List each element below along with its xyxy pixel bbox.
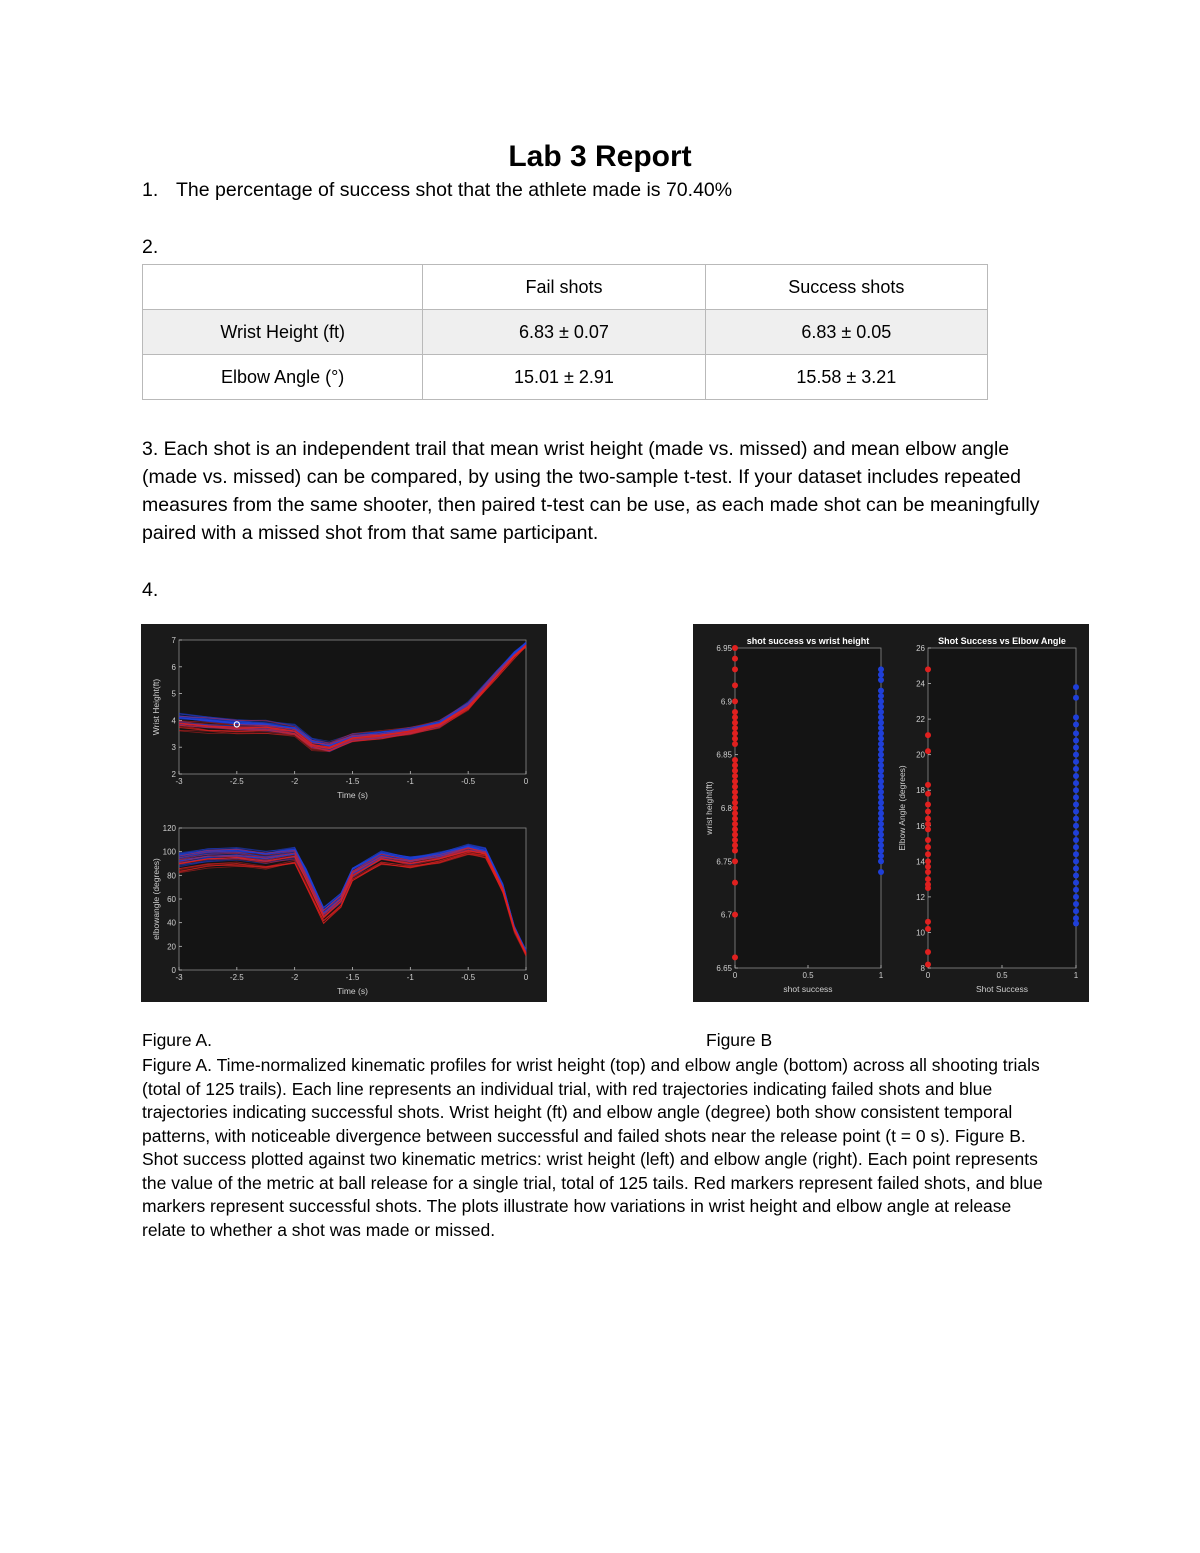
success-marker — [878, 778, 884, 784]
success-marker — [878, 714, 884, 720]
failed-marker — [925, 919, 931, 925]
table-header-cell — [143, 265, 423, 310]
plot-area — [179, 640, 526, 774]
y-tick-label: 6.85 — [716, 750, 732, 760]
failed-marker — [732, 912, 738, 918]
success-marker — [1073, 745, 1079, 751]
failed-marker — [732, 645, 738, 651]
success-marker — [878, 752, 884, 758]
y-tick-label: 6 — [171, 662, 176, 672]
success-marker — [878, 826, 884, 832]
y-tick-label: 6.75 — [716, 857, 732, 867]
success-marker — [1073, 752, 1079, 758]
failed-marker — [732, 741, 738, 747]
success-marker — [1073, 794, 1079, 800]
failed-marker — [925, 837, 931, 843]
x-tick-label: -0.5 — [461, 777, 476, 786]
failed-marker — [925, 809, 931, 815]
figure-a — [141, 624, 547, 1002]
failed-marker — [925, 876, 931, 882]
success-marker — [878, 842, 884, 848]
failed-marker — [732, 656, 738, 662]
chart-title: Shot Success vs Elbow Angle — [938, 636, 1066, 646]
y-tick-label: 0 — [171, 966, 176, 975]
success-marker — [878, 746, 884, 752]
x-tick-label: -2 — [291, 777, 299, 786]
success-marker — [878, 762, 884, 768]
success-marker — [1073, 801, 1079, 807]
question-1-number: 1. — [142, 179, 159, 201]
failed-marker — [925, 961, 931, 967]
success-marker — [878, 773, 884, 779]
success-marker — [878, 837, 884, 843]
success-marker — [1073, 915, 1079, 921]
success-marker — [878, 741, 884, 747]
failed-marker — [925, 949, 931, 955]
question-1-text: The percentage of success shot that the athlete made is 70.40% — [176, 179, 733, 201]
success-marker — [878, 869, 884, 875]
success-marker — [1073, 787, 1079, 793]
success-marker — [878, 768, 884, 774]
success-marker — [1073, 737, 1079, 743]
success-marker — [1073, 714, 1079, 720]
failed-marker — [732, 757, 738, 763]
success-marker — [1073, 901, 1079, 907]
y-axis-label: Elbow Angle (degrees) — [897, 765, 907, 851]
x-tick-label: 0.5 — [996, 971, 1008, 980]
y-tick-label: 4 — [171, 716, 176, 726]
failed-marker — [732, 762, 738, 768]
x-axis-label: Shot Success — [976, 984, 1028, 994]
failed-marker — [925, 791, 931, 797]
success-marker — [1073, 851, 1079, 857]
question-2-number: 2. — [142, 236, 159, 258]
failed-marker — [925, 844, 931, 850]
success-marker — [1073, 921, 1079, 927]
y-axis-label: wrist height(ft) — [704, 781, 714, 835]
success-marker — [1073, 816, 1079, 822]
x-tick-label: 0 — [523, 777, 529, 786]
success-marker — [878, 677, 884, 683]
failed-marker — [732, 826, 738, 832]
y-tick-label: 10 — [916, 928, 925, 938]
failed-marker — [925, 732, 931, 738]
table-cell: Elbow Angle (°) — [143, 355, 423, 400]
x-tick-label: 0 — [925, 971, 931, 980]
success-marker — [878, 853, 884, 859]
question-1 — [142, 176, 732, 204]
x-tick-label: 0 — [732, 971, 738, 980]
failed-marker — [732, 810, 738, 816]
success-marker — [1073, 721, 1079, 727]
x-tick-label: -1 — [406, 973, 414, 982]
failed-marker — [925, 816, 931, 822]
plot-area — [735, 648, 881, 968]
success-marker — [878, 720, 884, 726]
x-tick-label: -3 — [175, 777, 183, 786]
figure-caption: Figure A. Time-normalized kinematic profiles for wrist height (top) and elbow angle (bottom) across all shooting trials (total of 125 trails). Each line represents an individual trial, with red trajectories indicating failed shots and blue trajectories indicating successful shots. Wrist height (ft) and elbow angle (degree) both show consistent temporal patterns, with noticeable divergence between successful and failed shots near the release point (t = 0 s). Figure B. Shot success plotted against two kinematic metrics: wrist height (left) and elbow angle (right). Each point represents the value of the metric at ball release for a single trial, total of 125 tails. Red markers represent failed shots, and blue markers represent successful shots. The plots illustrate how variations in wrist height and elbow angle at release relate to whether a shot was made or missed. — [142, 1055, 1043, 1240]
success-marker — [1073, 858, 1079, 864]
success-marker — [1073, 830, 1079, 836]
success-marker — [878, 725, 884, 731]
y-axis-label: Wrist Height(ft) — [151, 678, 161, 736]
x-tick-label: 0 — [523, 973, 529, 982]
x-axis-label: Time (s) — [337, 790, 368, 800]
table-row — [143, 310, 988, 355]
y-tick-label: 80 — [167, 871, 176, 881]
failed-marker — [732, 666, 738, 672]
failed-marker — [732, 842, 738, 848]
success-marker — [1073, 837, 1079, 843]
x-tick-label: -0.5 — [461, 973, 476, 982]
x-axis-label: shot success — [783, 984, 833, 994]
success-marker — [878, 693, 884, 699]
chart-title: shot success vs wrist height — [746, 636, 870, 646]
failed-marker — [732, 880, 738, 886]
success-marker — [878, 816, 884, 822]
success-marker — [878, 698, 884, 704]
y-axis-label: elbowangle (degrees) — [151, 858, 161, 940]
failed-marker — [732, 714, 738, 720]
failed-marker — [732, 789, 738, 795]
x-tick-label: 1 — [878, 971, 884, 980]
figure-b — [693, 624, 1089, 1002]
failed-marker — [732, 848, 738, 854]
success-marker — [1073, 730, 1079, 736]
success-marker — [1073, 809, 1079, 815]
y-tick-label: 6.65 — [716, 964, 732, 973]
table-header-row — [143, 265, 988, 310]
page-title: Lab 3 Report — [508, 140, 692, 173]
y-tick-label: 5 — [171, 689, 176, 699]
table-cell: 6.83 ± 0.07 — [423, 310, 705, 355]
failed-marker — [732, 858, 738, 864]
table-cell: Wrist Height (ft) — [143, 310, 423, 355]
success-marker — [878, 805, 884, 811]
failed-marker — [925, 748, 931, 754]
failed-marker — [732, 682, 738, 688]
success-marker — [1073, 823, 1079, 829]
success-marker — [1073, 908, 1079, 914]
failed-marker — [925, 864, 931, 870]
y-tick-label: 20 — [167, 942, 176, 952]
success-marker — [878, 858, 884, 864]
x-tick-label: -2 — [291, 973, 299, 982]
success-marker — [1073, 759, 1079, 765]
y-tick-label: 24 — [916, 679, 925, 689]
failed-marker — [732, 794, 738, 800]
table-cell: 15.01 ± 2.91 — [423, 355, 705, 400]
failed-marker — [732, 837, 738, 843]
success-marker — [878, 832, 884, 838]
failed-marker — [732, 773, 738, 779]
y-tick-label: 12 — [916, 892, 925, 902]
y-tick-label: 20 — [916, 750, 925, 760]
success-marker — [1073, 684, 1079, 690]
failed-marker — [732, 725, 738, 731]
question-4-number: 4. — [142, 579, 159, 601]
success-marker — [1073, 894, 1079, 900]
y-tick-label: 16 — [916, 821, 925, 831]
y-tick-label: 6.95 — [716, 644, 732, 653]
success-marker — [1073, 873, 1079, 879]
failed-marker — [732, 784, 738, 790]
y-tick-label: 3 — [171, 743, 176, 753]
y-tick-label: 40 — [167, 918, 176, 928]
figure-b-label: Figure B — [706, 1030, 773, 1050]
x-axis-label: Time (s) — [337, 986, 368, 996]
x-tick-label: 1 — [1073, 971, 1079, 980]
success-marker — [878, 848, 884, 854]
question-3-text: 3. Each shot is an independent trail that mean wrist height (made vs. missed) and mean elbow angle (made vs. missed) can be compared, by using the two-sample t-test. If your dataset includes repeated measures from the same shooter, then paired t-test can be use, as each made shot can be meaningfully paired with a missed shot from that same participant. — [142, 438, 1040, 544]
success-marker — [878, 736, 884, 742]
y-tick-label: 14 — [916, 857, 925, 867]
failed-marker — [925, 869, 931, 875]
success-marker — [1073, 780, 1079, 786]
success-marker — [1073, 773, 1079, 779]
failed-marker — [732, 954, 738, 960]
success-marker — [1073, 865, 1079, 871]
failed-marker — [732, 709, 738, 715]
success-marker — [1073, 887, 1079, 893]
table-cell: 6.83 ± 0.05 — [705, 310, 987, 355]
failed-marker — [732, 720, 738, 726]
y-tick-label: 18 — [916, 786, 925, 796]
failed-marker — [732, 698, 738, 704]
success-marker — [878, 800, 884, 806]
failed-marker — [732, 832, 738, 838]
success-marker — [878, 666, 884, 672]
failed-marker — [732, 736, 738, 742]
table-header-cell: Success shots — [705, 265, 987, 310]
y-tick-label: 100 — [162, 847, 176, 857]
y-tick-label: 60 — [167, 895, 176, 904]
failed-marker — [925, 666, 931, 672]
table-header-cell: Fail shots — [423, 265, 705, 310]
failed-marker — [925, 926, 931, 932]
success-marker — [878, 672, 884, 678]
stats-table — [142, 264, 988, 400]
x-tick-label: -2.5 — [229, 973, 244, 982]
success-marker — [878, 757, 884, 763]
failed-marker — [732, 816, 738, 822]
failed-marker — [925, 782, 931, 788]
failed-marker — [925, 826, 931, 832]
failed-marker — [732, 800, 738, 806]
success-marker — [878, 784, 884, 790]
x-tick-label: -1.5 — [345, 777, 360, 786]
failed-marker — [732, 805, 738, 811]
success-marker — [878, 810, 884, 816]
success-marker — [878, 709, 884, 715]
failed-marker — [925, 801, 931, 807]
failed-marker — [732, 768, 738, 774]
success-marker — [878, 789, 884, 795]
plot-area — [928, 648, 1076, 968]
success-marker — [1073, 844, 1079, 850]
y-tick-label: 26 — [916, 644, 925, 653]
failed-marker — [925, 858, 931, 864]
table-row — [143, 355, 988, 400]
y-tick-label: 6.7 — [720, 910, 732, 920]
x-tick-label: -2.5 — [229, 777, 244, 786]
table-cell: 15.58 ± 3.21 — [705, 355, 987, 400]
y-tick-label: 8 — [920, 964, 925, 973]
success-marker — [1073, 766, 1079, 772]
success-marker — [878, 794, 884, 800]
failed-marker — [732, 730, 738, 736]
x-tick-label: -1.5 — [345, 973, 360, 982]
y-tick-label: 6.8 — [720, 804, 732, 813]
success-marker — [878, 688, 884, 694]
x-tick-label: -1 — [406, 777, 414, 786]
x-tick-label: 0.5 — [802, 971, 814, 980]
success-marker — [878, 821, 884, 827]
x-tick-label: -3 — [175, 973, 183, 982]
y-tick-label: 2 — [171, 770, 176, 779]
figure-a-label: Figure A. — [142, 1030, 213, 1050]
failed-marker — [925, 821, 931, 827]
y-tick-label: 7 — [171, 636, 176, 645]
failed-marker — [925, 851, 931, 857]
failed-marker — [925, 885, 931, 891]
success-marker — [1073, 880, 1079, 886]
success-marker — [1073, 695, 1079, 701]
y-tick-label: 6.9 — [720, 697, 732, 707]
failed-marker — [732, 778, 738, 784]
y-tick-label: 22 — [916, 715, 925, 725]
failed-marker — [732, 821, 738, 827]
success-marker — [878, 730, 884, 736]
success-marker — [878, 704, 884, 710]
y-tick-label: 120 — [162, 824, 176, 833]
